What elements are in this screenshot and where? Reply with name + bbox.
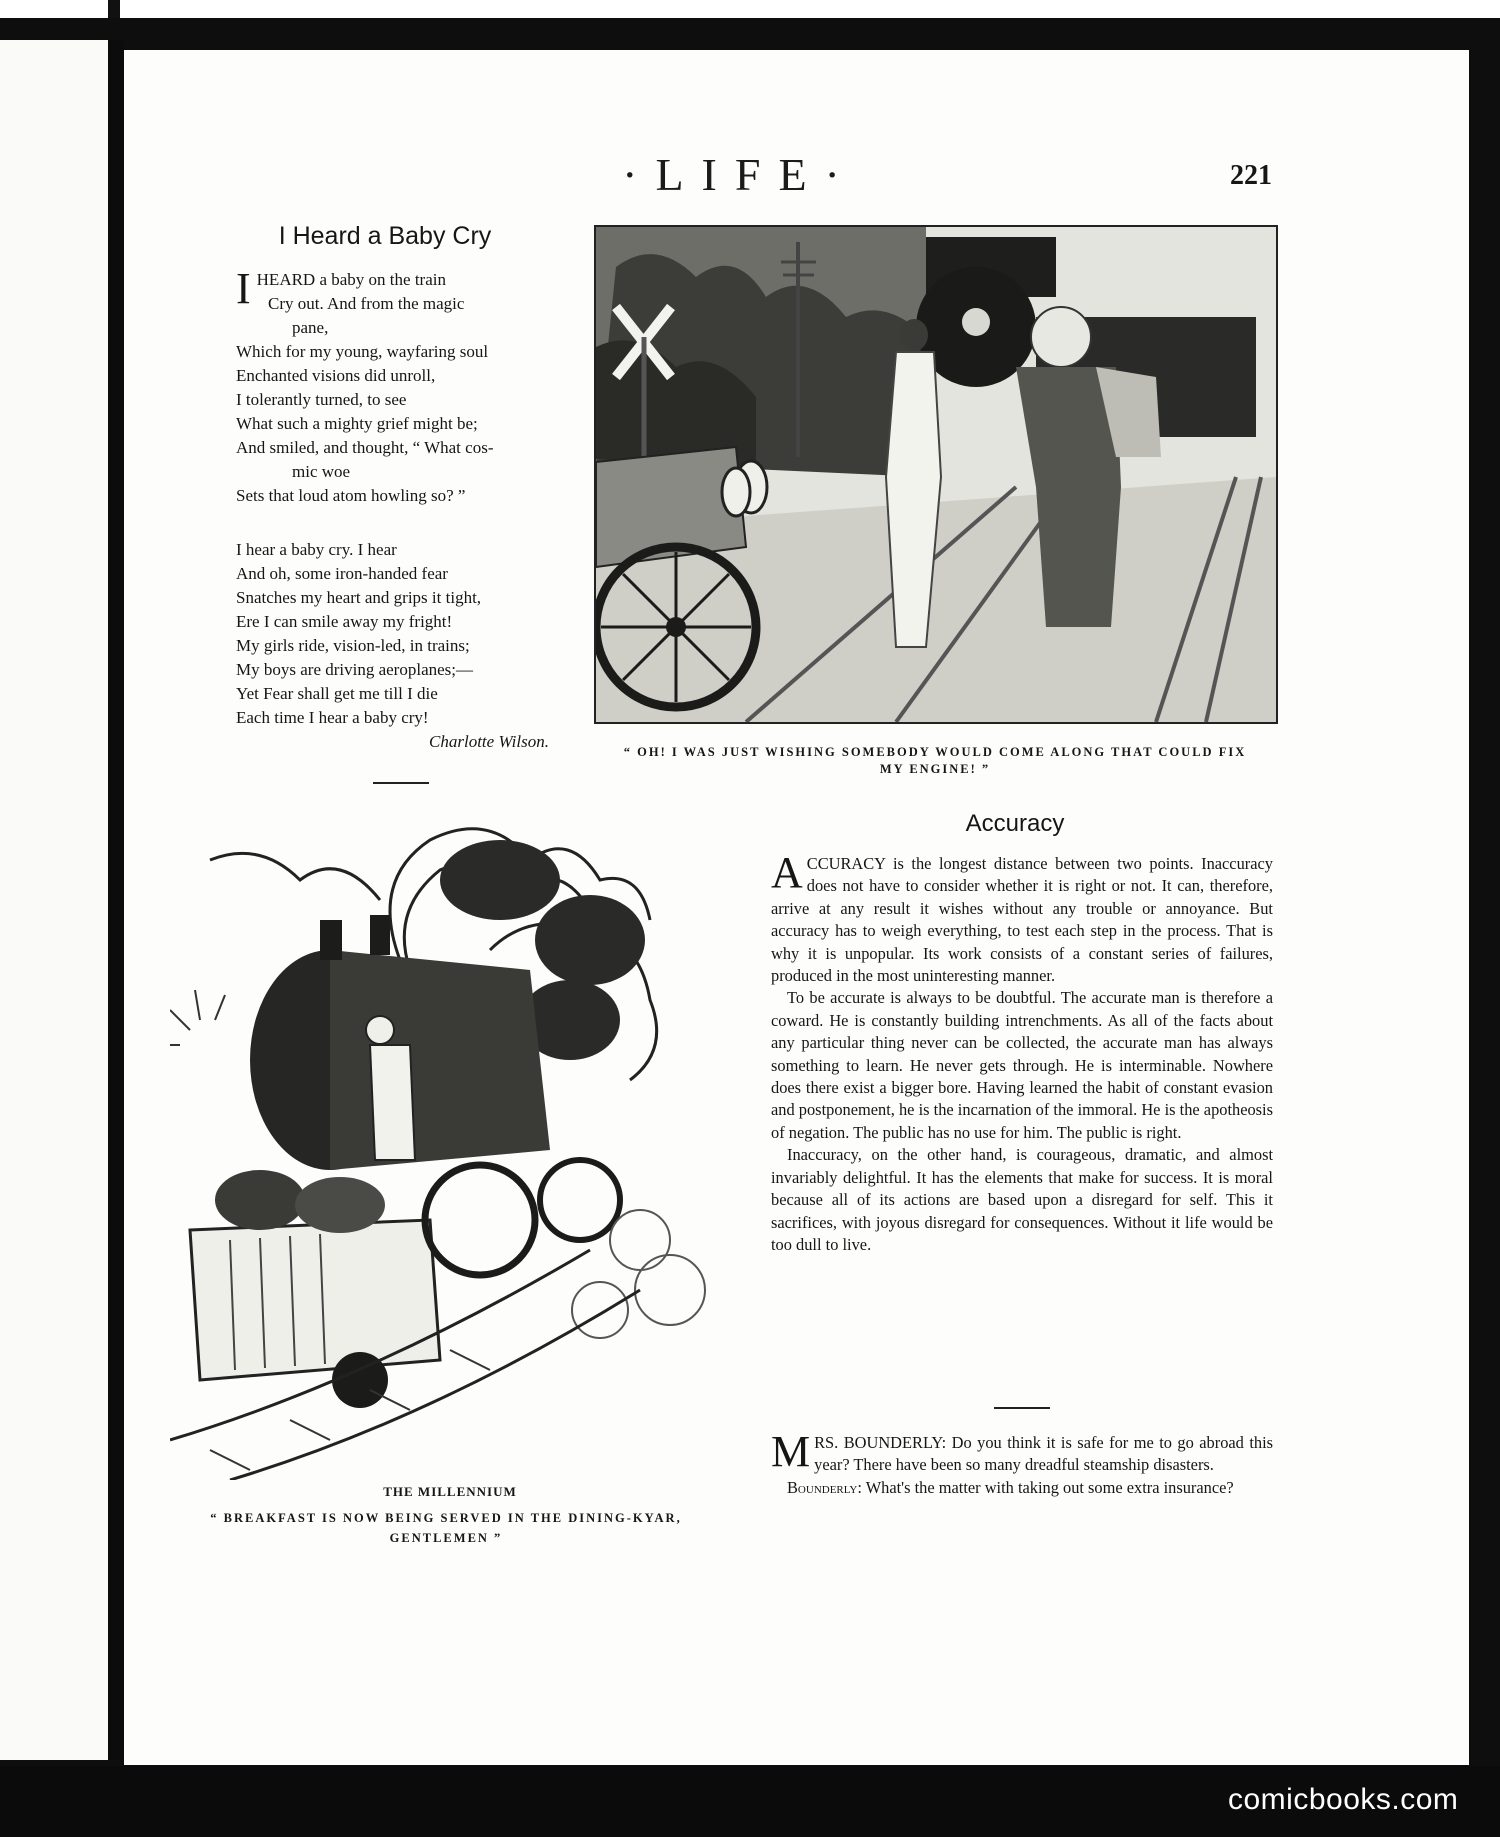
poem-line: mic woe xyxy=(292,462,351,481)
article-paragraph xyxy=(771,848,1273,987)
masthead-title: ·LIFE· xyxy=(622,149,858,200)
poem-line: Each time I hear a baby cry! xyxy=(236,708,429,727)
article-body xyxy=(771,848,1273,1256)
poem-line: Enchanted visions did unroll, xyxy=(236,366,436,385)
illustration-millennium-drawing xyxy=(170,820,730,1480)
poem-line: What such a mighty grief might be; xyxy=(236,414,478,433)
illustration-caption xyxy=(610,744,1260,778)
page-number: 221 xyxy=(1230,160,1272,191)
poem-title: I Heard a Baby Cry xyxy=(278,222,492,250)
poem-line: I hear a baby cry. I hear xyxy=(236,540,397,559)
top-scan-band xyxy=(0,0,1500,18)
previous-page-edge xyxy=(0,40,118,1760)
article-title: Accuracy xyxy=(965,810,1065,837)
dialog-text: What's the matter with taking out some extra insurance? xyxy=(861,1477,1234,1497)
dialog-line xyxy=(771,1477,1273,1499)
illustration-millennium-locomotive xyxy=(170,820,730,1480)
dialog-text: RS. BOUNDERLY: Do you think it is safe for me to go abroad this year? There have been so many dreadful steamship disasters. xyxy=(814,1433,1273,1475)
dialog-line xyxy=(771,1427,1273,1477)
binding-gutter xyxy=(108,40,124,1760)
illustration-car-and-engineer-drawing xyxy=(596,227,1276,722)
section-divider xyxy=(373,782,429,784)
article-dropcap: A xyxy=(771,848,803,897)
poem-dropcap: I xyxy=(236,264,251,313)
caption-line: “ OH! I WAS JUST WISHING SOMEBODY WOULD COME ALONG THAT COULD FIX xyxy=(623,745,1247,759)
article-paragraph: To be accurate is always to be doubtful. The accurate man is therefore a coward. He is constantly building intrenchments. As all of the facts about any particular thing never can be collected, the accurate man has always something to learn. He never gets through. He is interminable. Nowhere does there exist a bigger bore. Having learned the habit of constant evasion and postponement, he is the incarnation of the immoral. He is the apotheosis of negation. The public has no use for him. The public is right. xyxy=(771,988,1273,1142)
caption-line: GENTLEMEN ” xyxy=(389,1531,503,1545)
poem-line: Yet Fear shall get me till I die xyxy=(236,684,438,703)
watermark: comicbooks.com xyxy=(1228,1783,1459,1816)
poem-line: I tolerantly turned, to see xyxy=(236,390,407,409)
illustration-caption xyxy=(186,1508,706,1548)
dialog-speaker: Bounderly: xyxy=(787,1477,862,1497)
dialog-joke xyxy=(771,1427,1273,1499)
poem-line: HEARD a baby on the train xyxy=(256,270,446,289)
dialog-dropcap: M xyxy=(771,1427,811,1476)
poem-line: Snatches my heart and grips it tight, xyxy=(236,588,482,607)
caption-line: “ BREAKFAST IS NOW BEING SERVED IN THE DINING-KYAR, xyxy=(210,1511,682,1525)
section-divider xyxy=(994,1407,1050,1409)
poem-line: Sets that loud atom howling so? ” xyxy=(236,486,466,505)
illustration-title: THE MILLENNIUM xyxy=(383,1484,517,1499)
poem-author: Charlotte Wilson. xyxy=(429,732,549,751)
article-paragraph-text: CCURACY is the longest distance between two points. Inaccuracy does not have to consider whether it is right or not. It can, therefore, arrive at any result it wishes without any trouble or annoyance. But accuracy has to weigh everything, to test each step in the process. That is why it is unpopular. Its work consists of a constant series of failures, produced in the most uninteresting manner. xyxy=(771,854,1273,986)
poem-line: Which for my young, wayfaring soul xyxy=(236,342,489,361)
poem-line: My boys are driving aeroplanes;— xyxy=(236,660,473,679)
poem-line: Cry out. And from the magic xyxy=(268,294,465,313)
poem-body xyxy=(236,264,569,754)
poem-line: Ere I can smile away my fright! xyxy=(236,612,453,631)
poem-line: My girls ride, vision-led, in trains; xyxy=(236,636,470,655)
poem-line: pane, xyxy=(292,318,329,337)
article-paragraph: Inaccuracy, on the other hand, is courageous, dramatic, and almost invariably delightful. It has the elements that make for success. It is moral because all of its actions are based upon a disregard for self. This it sacrifices, with joyous disregard for consequences. Without it life would be too dull to live. xyxy=(771,1145,1273,1254)
poem-line: And smiled, and thought, “ What cos- xyxy=(236,438,494,457)
poem-line: And oh, some iron-handed fear xyxy=(236,564,448,583)
caption-line: MY ENGINE! ” xyxy=(879,762,991,776)
illustration-car-and-engineer xyxy=(594,225,1278,724)
